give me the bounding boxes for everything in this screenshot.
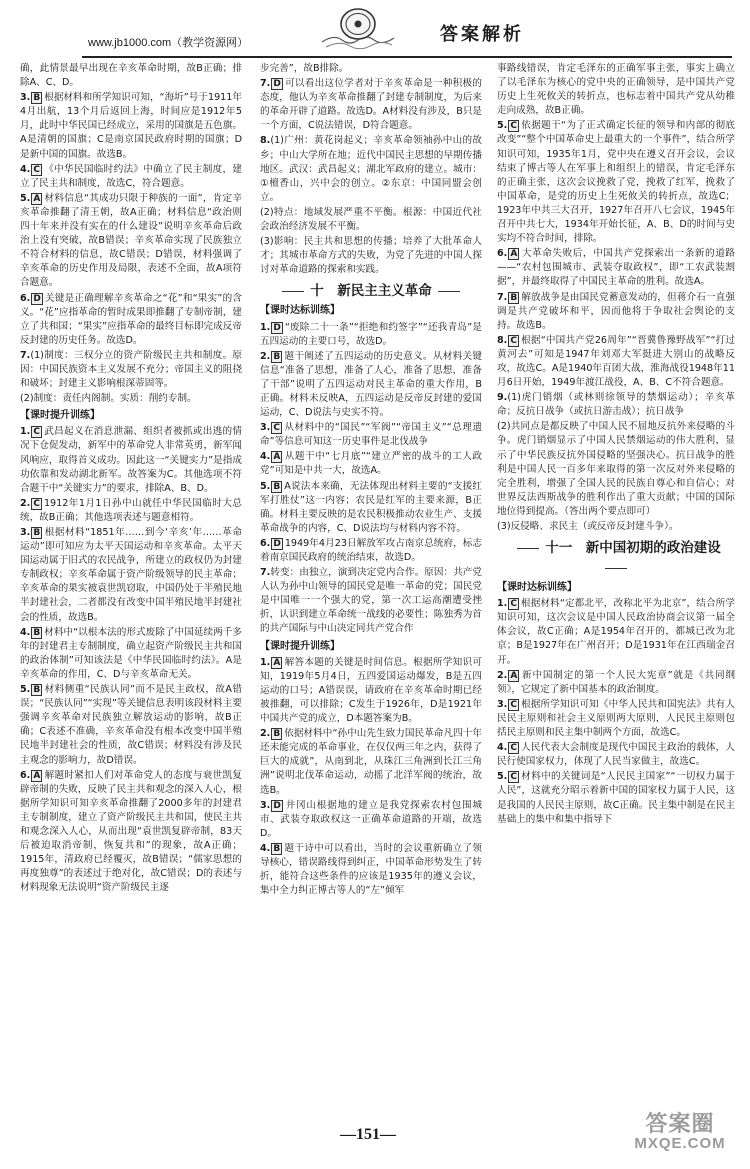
answer-item xyxy=(20,683,242,768)
answer-explanation: 材料侧重“民族认同”而不是民主政权，故A错误；“民族认同”“实现”等关键信息表明该段材料主要强调辛亥革命对民族独立解放运动的影响，故B正确；C表述不准确，辛亥革命没有根本改变中国半殖民地半封建社会的性质，故C错误；材料没有涉及民主观念的影响力，故D错误。 xyxy=(20,684,242,766)
answer-choice-badge: D xyxy=(273,538,281,549)
header-title: 答案解析 xyxy=(440,24,524,45)
question-number: 7. xyxy=(20,349,31,361)
question-number: 4. xyxy=(20,163,31,175)
answer-choice-badge: D xyxy=(33,293,41,304)
section-rule xyxy=(282,291,304,292)
answer-text xyxy=(497,62,735,118)
answer-explanation: (2)特点：地域发展严重不平衡。根源：中国近代社会政治经济发展不平衡。 xyxy=(260,206,482,233)
column-right xyxy=(497,62,735,1117)
section-title-text: 十 新民主主义革命 xyxy=(310,283,432,300)
question-number: 4. xyxy=(260,451,271,463)
answer-item xyxy=(497,391,735,419)
answer-explanation: 根据所学知识可知《中华人民共和国宪法》共有人民民主原则和社会主义原则两大原则，人民民主原则包括民主原则和民主集中制两个方面，故选C。 xyxy=(497,698,735,739)
watermark-bottom: MXQE.COM xyxy=(634,1135,726,1152)
page-number: —151— xyxy=(340,1126,396,1143)
question-number: 6. xyxy=(260,537,271,549)
answer-explanation: 依据题干“为了正式确定长征的领导和内部的彻底改变”“整个中国革命史上最重大的一个事件”，结合所学知识可知，1935年1月，党中央在遵义召开会议，会议结束了博古等人在军事上和组织上的错误，肯定毛泽东的正确主张，这次会议挽救了党，挽救了红军，挽救了中国革命，是党的历史上生死攸关的转折点，故选C；1923年中共三大召开，1927年召开八七会议，1945年召开中共七大，1934年开始长征，A、B、D的时间与史实均不符合时间，排除。 xyxy=(497,120,735,245)
question-number: 5. xyxy=(497,771,508,783)
answer-choice-badge: A xyxy=(33,770,41,781)
question-number: 2. xyxy=(260,728,271,740)
answer-explanation: 解答本题的关键是时间信息。根据所学知识可知，1919年5月4日，五四爱国运动爆发，B是五四运动的口号；A错误误，请政府在辛亥革命时期已经被推翻，可以排除；C发生于1926年，D是1921年中国共产党的成立，D本题答案为B。 xyxy=(260,656,482,725)
question-number: 3. xyxy=(497,698,508,710)
question-number: 7. xyxy=(497,291,508,303)
answer-item xyxy=(20,769,242,896)
answer-choice-badge: C xyxy=(510,121,517,132)
section-rule xyxy=(438,291,460,292)
answer-item xyxy=(260,421,482,449)
section-title xyxy=(260,281,482,301)
answer-item xyxy=(260,134,482,204)
watermark-top: 答案圈 xyxy=(645,1111,715,1136)
answer-item xyxy=(20,192,242,291)
question-number: 3. xyxy=(20,92,31,104)
answer-explanation: 人民代表大会制度是现代中国民主政治的载体，人民行使国家权力，体现了人民当家做主，故选C。 xyxy=(497,742,735,768)
question-number: 1. xyxy=(497,598,508,610)
question-number: 6. xyxy=(20,292,31,304)
answer-item xyxy=(497,334,735,390)
answer-item xyxy=(260,566,482,636)
watermark xyxy=(624,1112,736,1152)
column-left xyxy=(20,62,242,1117)
answer-text xyxy=(260,235,482,277)
answer-item xyxy=(20,526,242,625)
section-title xyxy=(497,538,735,578)
answer-choice-badge: B xyxy=(273,351,281,362)
question-number: 2. xyxy=(497,669,508,681)
question-number: 4. xyxy=(20,626,31,638)
answer-choice-badge: C xyxy=(33,498,40,509)
answer-choice-badge: B xyxy=(33,528,41,538)
subsection-heading: 【课时达标训练】 xyxy=(260,305,340,317)
answer-item xyxy=(497,119,735,246)
question-number: 6. xyxy=(20,769,31,781)
answer-explanation: 根据“中国共产党26周年”“晋冀鲁豫野战军”“打过黄河去”可知是1947年刘邓大军挺进大别山的战略反攻，故选C。A是1940年百团大战，淮海战役1948年11月6日开始，1949年渡江战役，A、B、C不符合题意。 xyxy=(497,334,735,389)
answer-item xyxy=(497,741,735,769)
answer-explanation: 从题干中“七月底”“建立严密的战斗的工人政党”可知是中共一大，故选A。 xyxy=(260,451,482,477)
answer-explanation: 材料中“以根本法的形式废除了中国延续两千多年的封建君主专制制度，确立起资产阶级民主共和国的政治体制”可知该法是《中华民国临时约法》。A是辛亥革命的作用，C、D与辛亥革命无关。 xyxy=(20,626,242,680)
answer-choice-badge: C xyxy=(33,427,40,438)
brand-logo-icon xyxy=(320,4,396,54)
answer-item xyxy=(260,727,482,797)
answer-text xyxy=(497,520,735,534)
answer-explanation: (1)广州：黄花岗起义；辛亥革命领袖孙中山的故乡；中山大学所在地；近代中国民主思想的早期传播地区。武汉：武昌起义；湖北军政府的建立。城市：①檀香山，兴中会的创立。②东京：中国同盟会创立。 xyxy=(260,135,482,203)
subsection-heading: 【课时达标训练】 xyxy=(497,582,577,594)
answer-choice-badge: B xyxy=(510,292,518,303)
answer-explanation: 依据材料中“孙中山先生致力国民革命凡四十年还未能完成的革命事业，在仅仅两三年之内，获得了巨大的成就”，从南到北，从珠江三角洲到长江三角洲”说明北伐革命运动，动摇了北洋军阀的统治，故选B。 xyxy=(260,728,482,796)
answer-item xyxy=(260,450,482,478)
question-number: 7. xyxy=(260,567,271,579)
answer-explanation: 转变：由独立，演到决定党内合作。原因：共产党人认为孙中山领导的国民党是唯一革命的党；国民党是中国唯一一个强大的党，第一次工运高潮遭受挫折，认识到建立革命统一战线的必要性；陈独秀为首的共产国际与中山决定同共产党合作 xyxy=(260,567,482,635)
header-url: www.jb1000.com（教学资源网） xyxy=(88,37,249,49)
section-rule xyxy=(517,548,539,549)
answer-choice-badge: B xyxy=(33,685,41,696)
question-number: 2. xyxy=(20,497,31,509)
question-number: 8. xyxy=(497,334,508,346)
answer-explanation: “废除二十一条”“拒绝和约签字”“还我青岛”是五四运动的主要口号，故选D。 xyxy=(260,321,482,347)
answer-choice-badge: A xyxy=(273,657,281,668)
answer-item xyxy=(497,597,735,667)
header-rule xyxy=(82,56,732,58)
question-number: 9. xyxy=(497,392,508,404)
answer-explanation: (3)反侵略、求民主（或反帝反封建斗争）。 xyxy=(497,521,679,532)
question-number: 4. xyxy=(260,842,271,854)
answer-explanation: (2)制度：责任内阁制。实质：削约专制。 xyxy=(20,393,197,405)
question-number: 5. xyxy=(260,480,271,492)
answer-item xyxy=(497,698,735,740)
answer-choice-badge: C xyxy=(510,599,517,610)
answer-explanation: 事路线错误，肯定毛泽东的正确军事主张，事实上确立了以毛泽东为核心的党中央的正确领导，是中国共产党历史上生死攸关的转折点，也标志着中国共产党从幼稚走向成熟，故B正确。 xyxy=(497,63,735,117)
answer-item xyxy=(497,669,735,697)
answer-item xyxy=(20,91,242,161)
answer-explanation: 大革命失败后，中国共产党探索出一条新的道路——“农村包围城市、武装夺取政权”，即“工农武装割据”，并最终取得了中国民主革命的胜利。故选A。 xyxy=(497,248,735,288)
answer-text xyxy=(260,62,482,76)
answer-choice-badge: C xyxy=(273,423,280,434)
answer-explanation: 关键是正确理解辛亥革命之“花”和“果实”的含义。“花”应指革命的暂时成果即推翻了专制帝制，建立了共和国；“果实”应指革命的最终目标即完成反帝反封建的历史任务。故选D。 xyxy=(20,292,242,346)
answer-item xyxy=(260,842,482,898)
answer-choice-badge: B xyxy=(273,843,281,854)
answer-explanation: 解题时紧扣人们对革命党人的态度与衰世凯复辟帝制的失败，反映了民主共和观念的深入人心，根据所学知识可知辛亥革命推翻了2000多年的封建君主专制制度，建立了资产阶级民主共和国，使民主共和观念深入人心，从而出现“袁世凯复辟帝制，83天后被迫取消帝制，恢复共和”的现象，故A正确；1915年，清政府已经覆灭，故B错误；“儒家思想的再度独尊”的表述过于绝对化，故C错误；D的表述与材料现象无法说明“资产阶级民主逐 xyxy=(20,769,242,894)
answer-choice-badge: A xyxy=(510,670,518,681)
answer-choice-badge: D xyxy=(273,79,281,90)
answer-item xyxy=(260,321,482,349)
answer-item xyxy=(20,292,242,348)
question-number: 3. xyxy=(260,422,271,434)
section-rule xyxy=(605,568,627,569)
question-number: 3. xyxy=(260,799,271,811)
answer-explanation: 步完善”，故B排除。 xyxy=(260,63,349,74)
answer-choice-badge: A xyxy=(273,452,281,463)
answer-item xyxy=(260,537,482,565)
question-number: 3. xyxy=(20,527,31,538)
answer-choice-badge: C xyxy=(510,699,517,710)
answer-choice-badge: B xyxy=(33,627,41,638)
answer-item xyxy=(20,497,242,525)
subsection-heading: 【课时提升训练】 xyxy=(20,410,100,422)
question-number: 5. xyxy=(497,120,508,132)
page-footer xyxy=(0,1111,750,1158)
question-number: 1. xyxy=(20,426,31,438)
answer-explanation: (1)虎门销烟（或林则徐领导的禁烟运动）；辛亥革命；反抗日战争（或抗日游击战）；抗日战争 xyxy=(497,392,735,418)
answer-choice-badge: B xyxy=(273,481,281,492)
answer-choice-badge: D xyxy=(273,322,281,333)
answer-item xyxy=(497,247,735,289)
answer-text xyxy=(20,392,242,406)
answer-item xyxy=(260,656,482,726)
answer-explanation: 题干阐述了五四运动的历史意义。从材料关键信息“准备了思想，准备了人心，准备了思想，准备了干部”说明了五四运动对民主革命的重大作用，B正确。材料未反映A，五四运动是反帝反封建的爱国运动，C、D说法与史实不符。 xyxy=(260,350,482,419)
answer-explanation: (3)影响：民主共和思想的传播；培养了大批革命人才；其城市革命方式的失败，为党了先进的中国人探讨对革命道路的探索和实践。 xyxy=(260,236,482,276)
answer-choice-badge: B xyxy=(273,729,281,740)
answer-choice-badge: C xyxy=(510,335,517,346)
question-number: 8. xyxy=(260,135,271,147)
answer-explanation: 《中华民国临时约法》中确立了民主制度，建立了民主共和制度，故选C，符合题意。 xyxy=(20,163,242,189)
section-title-text: 十一 新中国初期的政治建设 xyxy=(545,540,721,557)
answer-explanation: 材料信息“其成功只限于种族的一面”，肯定辛亥革命推翻了清王朝，故A正确；材料信息“政治则四十年来并没有实在的什么建设”说明辛亥革命后政治上没有突破，故B错误；辛亥革命实现了民族独立不符合材料的信息，故C错误；D错误，材料强调了辛亥革命的历史作用及局限，表述不全面，故A项符合题意。 xyxy=(20,192,242,289)
answer-explanation: 1912年1月1日孙中山就任中华民国临时大总统，故B正确；其他选项表述与题意相符。 xyxy=(20,497,242,523)
answer-explanation: 1949年4月23日解放军攻占南京总统府，标志着南京国民政府的统治结束，故选D。 xyxy=(260,537,482,563)
question-number: 5. xyxy=(20,684,31,696)
subsection-heading: 【课时提升训练】 xyxy=(260,640,340,652)
answer-choice-badge: A xyxy=(510,249,518,260)
answer-item xyxy=(260,480,482,536)
question-number: 2. xyxy=(260,350,271,362)
answer-choice-badge: B xyxy=(33,93,41,104)
answer-item xyxy=(260,799,482,841)
question-number: 4. xyxy=(497,742,508,754)
answer-item xyxy=(260,77,482,133)
answer-text xyxy=(260,206,482,234)
answer-explanation: 从材料中的“国民”“军阀”“帝国主义”“总理遗命”等信息可知这一历史事件是北伐战争 xyxy=(260,422,482,448)
answer-explanation: 新中国制定的第一个人民大宪章”就是《共同纲领》，它规定了新中国基本的政治制度。 xyxy=(497,669,735,695)
answer-explanation: (2)共同点是都反映了中国人民不屈地反抗外来侵略的斗争。虎门销烟显示了中国人民禁烟运动的伟大胜利，显示了中华民族反抗外国侵略的坚强决心。抗日战争的胜利是中国人民一百多年来取得的第一次反对外来侵略的完全胜利，增强了全国人民的民族自尊心和自信心；对世界反法西斯战争的胜利作出了重大贡献；中国的国际地位得到提高。（答出两个要点即可） xyxy=(497,421,735,517)
answer-choice-badge: D xyxy=(273,800,281,811)
question-number: 5. xyxy=(20,192,31,204)
answer-item xyxy=(20,163,242,191)
page-header xyxy=(0,0,750,58)
answer-choice-badge: C xyxy=(33,164,40,175)
answer-explanation: A说法本来确，无法体现出材料主要的“支援红军打胜仗”这一内容；农民是红军的主要来源，B正确。材料主要反映的是农民积极推动农业生产、支援革命战争的内容，C、D说法均与材料内容不符。 xyxy=(260,480,482,534)
answer-explanation: 材料中的关键词是“人民民主国家”“一切权力属于人民”，这就充分昭示着新中国的国家权力属于人民，这是我国的人民民主原则，故C正确。民主集中制是在民主基础上的集中和集中指导下 xyxy=(497,771,735,825)
answer-explanation: (1)制度：三权分立的资产阶级民主共和制度。原因：中国民族资本主义发展不充分；帝国主义的阻挠和破坏；封建主义影响根深蒂固等。 xyxy=(20,349,242,390)
answer-explanation: 根据材料和所学知识可知，“海圻”号于1911年4月出航，13个月后返回上海，时间应是1912年5月，此时中华民国已经成立，采用的国旗是五色旗。A是清朝的国旗；C是南京国民政府时期的国旗；D是新中国的国旗。故选B。 xyxy=(20,92,242,160)
question-number: 6. xyxy=(497,248,508,260)
answer-item xyxy=(260,350,482,420)
answer-explanation: 解放战争是由国民党蓄意发动的，但蒋介石一直强调是共产党破坏和平，因而他将于争取社会舆论的支持。故选B。 xyxy=(497,291,735,331)
answer-item xyxy=(497,770,735,826)
answer-explanation: 武昌起义在消息泄漏、组织者被抓或出逃的情况下仓促发动，新军中的革命党人非常英勇，新军闻风响应，取得首义成功。因此这一“关键实力”是指成功依靠和发动湖北新军。故答案为C。其他选项不符合题干中“关键实力”的要求，排除A、B、D。 xyxy=(20,426,242,494)
column-middle xyxy=(260,62,482,1117)
answer-explanation: 根据材料“定都北平，改称北平为北京”，结合所学知识可知，这次会议是中国人民政治协商会议第一届全体会议，故C正确；A是1954年召开的，都城已改为北京；B是1927年在广州召开；D是1931年在江西瑞金召开。 xyxy=(497,598,735,666)
answer-explanation: 确，此情景最早出现在辛亥革命时期，故B正确；排除A、C、D。 xyxy=(20,63,242,89)
answer-choice-badge: A xyxy=(33,193,41,204)
answer-text xyxy=(20,62,242,90)
answer-explanation: 可以看出这位学者对于辛亥革命是一种积极的态度，他认为辛亥革命推翻了封建专制制度，为后来的革命开辟了道路。故选D。A材料没有涉及，B只是一个方面，C说法错误，D符合题意。 xyxy=(260,78,482,132)
answer-item xyxy=(20,349,242,391)
question-number: 1. xyxy=(260,656,271,668)
answer-explanation: 题干诗中可以看出，当时的会议重新确立了领导核心，错误路线得到纠正，中国革命形势发生了转折，能符合这些条件的应该是1935年的遵义会议，集中全力纠正博古等人的“左”倾军 xyxy=(260,842,482,897)
question-number: 1. xyxy=(260,321,271,333)
answer-item xyxy=(20,626,242,682)
question-number: 7. xyxy=(260,78,271,90)
answer-explanation: 根据材料“1851年……到今‘辛亥’年……革命运动”即可知应为太平天国运动和辛亥革命。太平天国运动属于旧式的农民战争，所建立的政权仍为封建专制政权；辛亥革命属于资产阶级领导的民主革命；辛亥革命的果实被袁世凯窃取，中国仍处于半殖民地半封建社会，二者都没有改变中国半殖民地半封建社会的性质，故选B。 xyxy=(20,527,242,623)
answer-item xyxy=(497,291,735,333)
answer-text xyxy=(497,420,735,519)
answer-choice-badge: C xyxy=(510,772,517,783)
answer-explanation: 井冈山根据地的建立是我党探索农村包围城市、武装夺取政权这一正确革命道路的开端，故选D。 xyxy=(260,799,482,839)
answer-item xyxy=(20,425,242,495)
answer-choice-badge: C xyxy=(510,743,517,754)
